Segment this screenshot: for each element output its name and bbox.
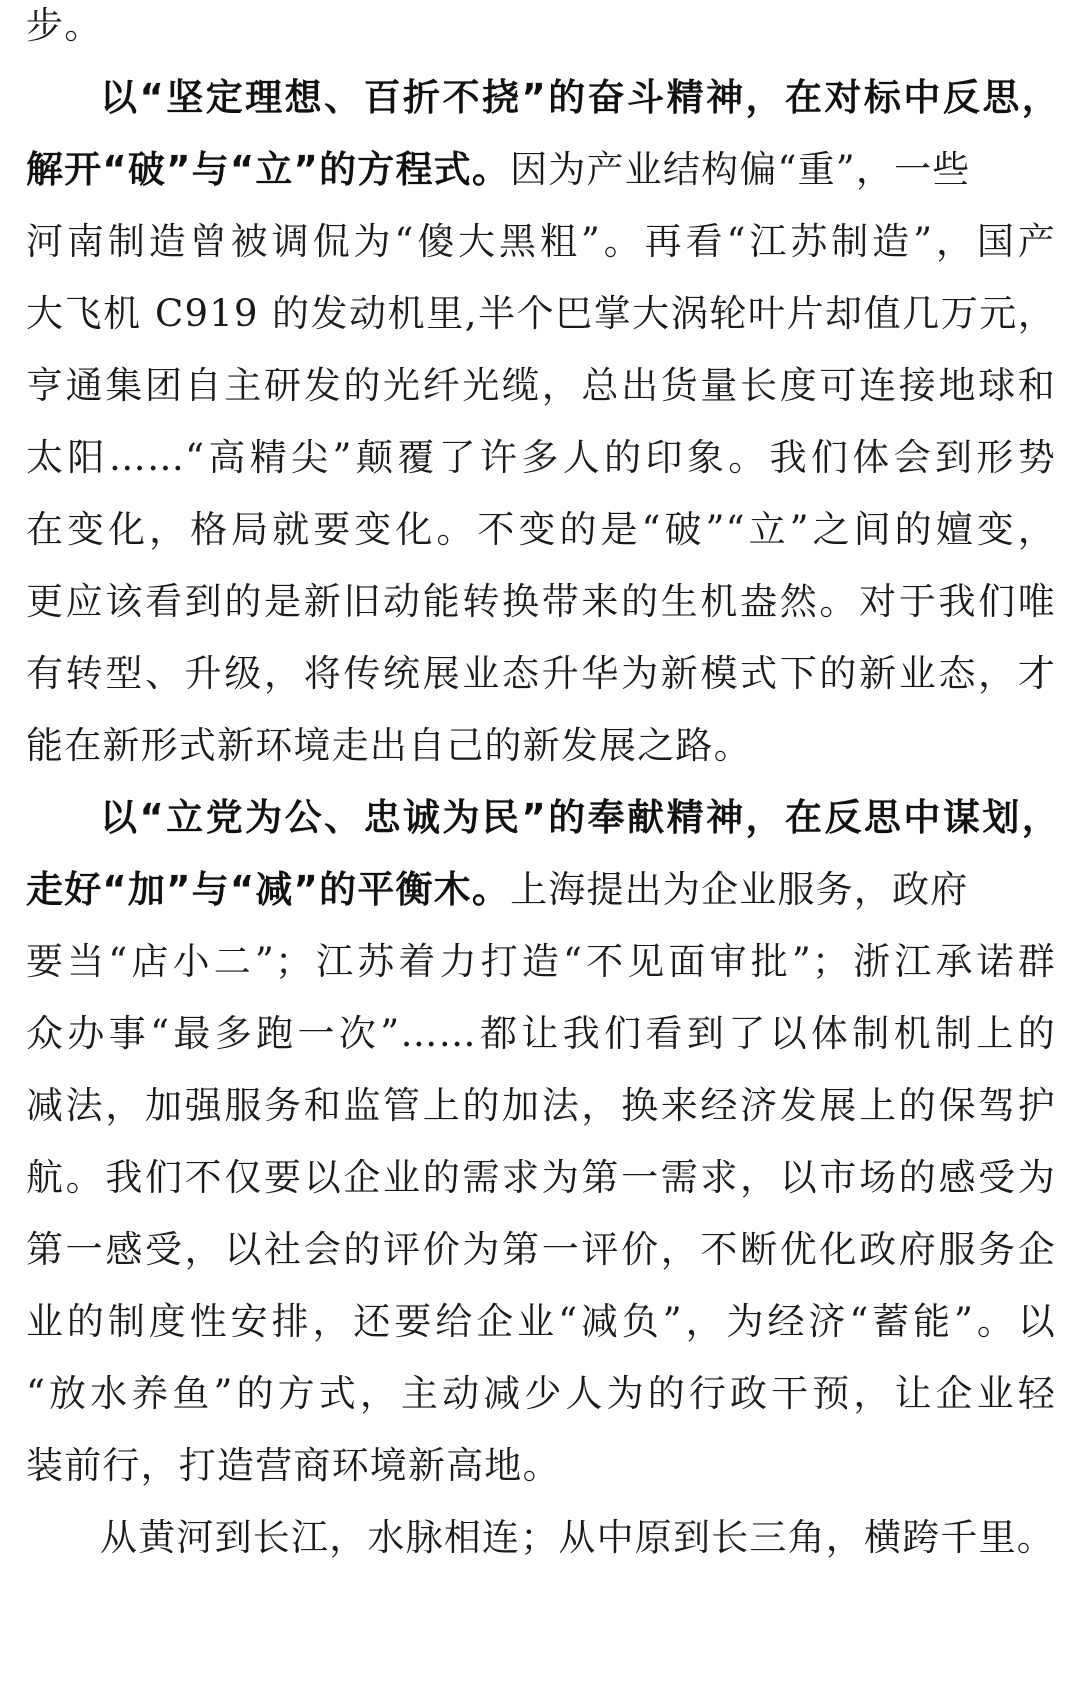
text-segment: 航。我们不仅要以企业的需求为第一需求，以市场的感受为 bbox=[26, 1156, 1056, 1199]
text-segment: 河南制造曾被调侃为“傻大黑粗”。再看“江苏制造”，国产 bbox=[26, 220, 1056, 263]
bold-heading-segment: 解开“破”与“立”的方程式。 bbox=[26, 148, 511, 191]
text-segment: 第一感受，以社会的评价为第一评价，不断优化政府服务企 bbox=[26, 1228, 1056, 1271]
paragraph-line bbox=[26, 1220, 1056, 1280]
text-segment: 亨通集团自主研发的光纤光缆，总出货量长度可连接地球和 bbox=[26, 364, 1056, 407]
bold-heading-segment: 以“坚定理想、百折不挠”的奋斗精神，在对标中反思， bbox=[100, 76, 1060, 119]
text-segment: 减法，加强服务和监管上的加法，换来经济发展上的保驾护 bbox=[26, 1084, 1056, 1127]
paragraph-line bbox=[26, 1148, 1056, 1208]
text-segment: 有转型、升级，将传统展业态升华为新模式下的新业态，才 bbox=[26, 652, 1056, 695]
paragraph-line bbox=[26, 212, 1056, 272]
paragraph-line bbox=[26, 140, 1056, 200]
paragraph-line bbox=[26, 860, 1056, 920]
text-segment: “放水养鱼”的方式，主动减少人为的行政干预，让企业轻 bbox=[26, 1372, 1056, 1415]
paragraph-line bbox=[26, 932, 1056, 992]
paragraph-line bbox=[26, 572, 1056, 632]
paragraph-line bbox=[26, 500, 1056, 560]
text-segment: 上海提出为企业服务，政府 bbox=[510, 868, 969, 911]
paragraph-heading-line bbox=[100, 68, 1060, 128]
paragraph-line bbox=[26, 1004, 1056, 1064]
bold-heading-segment: 以“立党为公、忠诚为民”的奉献精神，在反思中谋划， bbox=[100, 796, 1060, 839]
paragraph-line bbox=[26, 356, 1056, 416]
paragraph-line bbox=[26, 644, 1056, 704]
paragraph-line bbox=[26, 428, 1056, 488]
text-segment: 因为产业结构偏“重”，一些 bbox=[510, 148, 971, 191]
paragraph-line bbox=[26, 284, 1056, 344]
text-segment: 太阳……“高精尖”颠覆了许多人的印象。我们体会到形势 bbox=[26, 436, 1056, 479]
paragraph-line bbox=[26, 1076, 1056, 1136]
paragraph-heading-line bbox=[100, 788, 1060, 848]
bold-heading-segment: 走好“加”与“减”的平衡木。 bbox=[26, 868, 511, 911]
text-segment: 更应该看到的是新旧动能转换带来的生机盎然。对于我们唯 bbox=[26, 580, 1056, 623]
paragraph-tail-line bbox=[26, 0, 1056, 56]
text-segment: 装前行，打造营商环境新高地。 bbox=[26, 1444, 561, 1487]
text-segment: 在变化，格局就要变化。不变的是“破”“立”之间的嬗变， bbox=[26, 508, 1056, 551]
text-segment: 能在新形式新环境走出自己的新发展之路。 bbox=[26, 724, 752, 767]
paragraph-line bbox=[26, 1292, 1056, 1352]
paragraph-line bbox=[100, 1508, 1060, 1568]
text-segment: 众办事“最多跑一次”……都让我们看到了以体制机制上的 bbox=[26, 1012, 1056, 1055]
paragraph-line bbox=[26, 716, 1056, 776]
text-segment: 步。 bbox=[26, 4, 103, 47]
text-segment: 从黄河到长江，水脉相连；从中原到长三角，横跨千里。 bbox=[100, 1516, 1055, 1559]
paragraph-line bbox=[26, 1436, 1056, 1496]
text-segment: 业的制度性安排，还要给企业“减负”，为经济“蓄能”。以 bbox=[26, 1300, 1056, 1343]
text-segment: 要当“店小二”；江苏着力打造“不见面审批”；浙江承诺群 bbox=[26, 940, 1056, 983]
text-segment: 大飞机 C919 的发动机里,半个巴掌大涡轮叶片却值几万元， bbox=[26, 292, 1056, 335]
paragraph-line bbox=[26, 1364, 1056, 1424]
